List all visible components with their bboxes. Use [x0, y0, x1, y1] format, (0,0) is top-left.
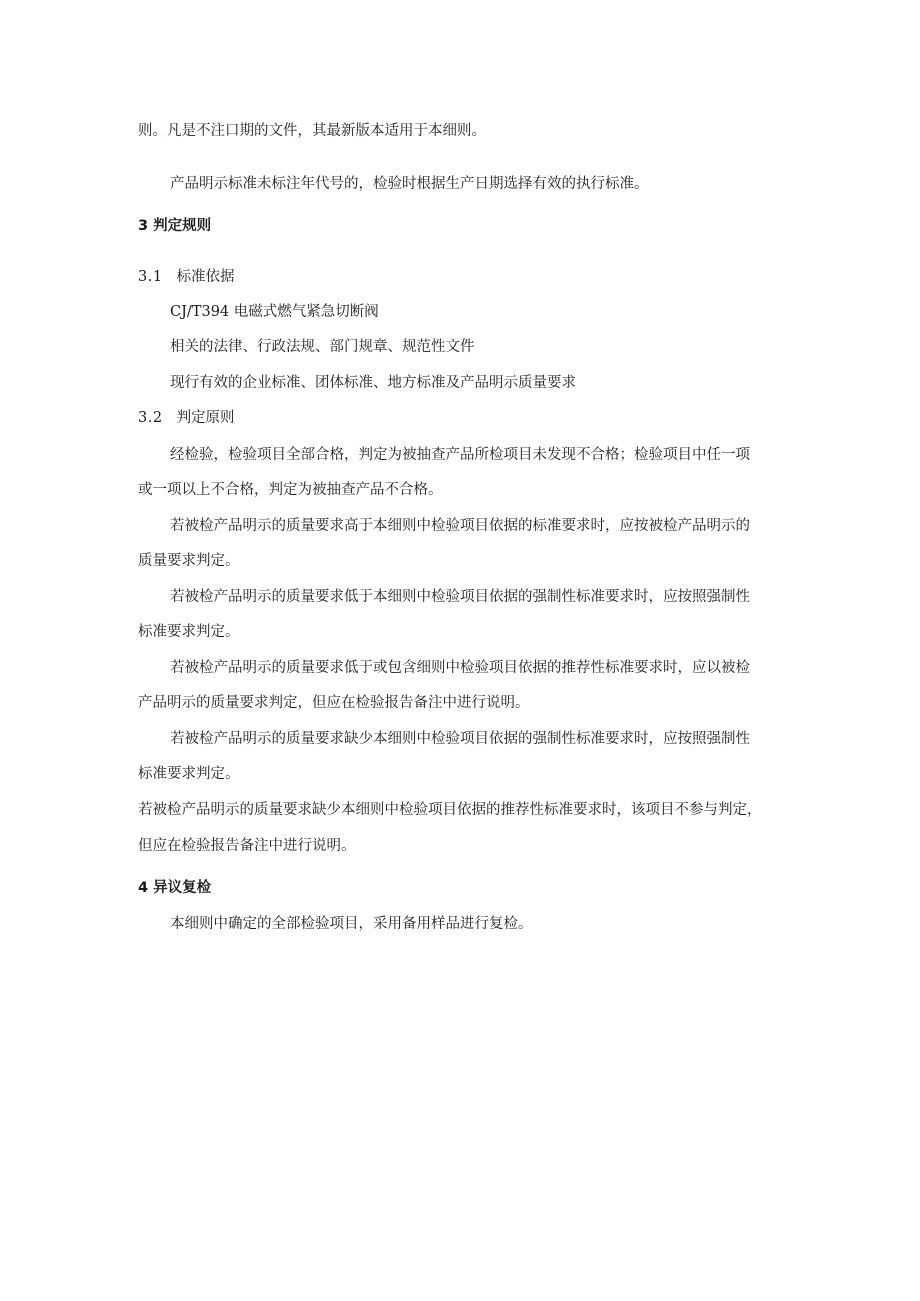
paragraph-line: 若被检产品明示的质量要求高于本细则中检验项目依据的标准要求时，应按被检产品明示的 — [170, 518, 750, 534]
subsection-heading — [138, 408, 235, 428]
standard-list-item: 相关的法律、行政法规、部门规章、规范性文件 — [170, 339, 475, 355]
paragraph-line: 质量要求判定。 — [138, 553, 240, 569]
paragraph-line: 但应在检验报告备注中进行说明。 — [138, 838, 356, 854]
paragraph-line: 经检验，检验项目全部合格，判定为被抽查产品所检项目未发现不合格；检验项目中任一项 — [170, 447, 750, 463]
section-heading: 4 异议复检 — [138, 880, 212, 896]
paragraph-line: 产品明示标准未标注年代号的，检验时根据生产日期选择有效的执行标准。 — [170, 176, 649, 192]
subsection-number: 3.1 — [138, 269, 163, 285]
subsection-title: 判定原则 — [176, 410, 235, 426]
paragraph-line: 若被检产品明示的质量要求缺少本细则中检验项目依据的强制性标准要求时，应按照强制性 — [170, 731, 750, 747]
paragraph-line: 则。凡是不注口期的文件，其最新版本适用于本细则。 — [138, 123, 486, 139]
paragraph-line: 若被检产品明示的质量要求低于本细则中检验项目依据的强制性标准要求时，应按照强制性 — [170, 589, 750, 605]
standard-list-item: CJ/T394 电磁式燃气紧急切断阀 — [170, 304, 379, 320]
paragraph-line: 标准要求判定。 — [138, 766, 240, 782]
standard-list-item: 现行有效的企业标准、团体标准、地方标准及产品明示质量要求 — [170, 375, 576, 391]
subsection-title: 标准依据 — [176, 269, 235, 285]
paragraph-line: 产品明示的质量要求判定，但应在检验报告备注中进行说明。 — [138, 695, 530, 711]
section-heading: 3 判定规则 — [138, 218, 212, 234]
subsection-heading — [138, 267, 235, 287]
paragraph-line: 标准要求判定。 — [138, 624, 240, 640]
subsection-number: 3.2 — [138, 410, 163, 426]
paragraph-line: 或一项以上不合格，判定为被抽查产品不合格。 — [138, 482, 443, 498]
paragraph-line: 若被检产品明示的质量要求缺少本细则中检验项目依据的推荐性标准要求时，该项目不参与判定， — [138, 802, 762, 818]
paragraph-line: 本细则中确定的全部检验项目，采用备用样品进行复检。 — [170, 916, 533, 932]
paragraph-line: 若被检产品明示的质量要求低于或包含细则中检验项目依据的推荐性标准要求时，应以被检 — [170, 660, 750, 676]
